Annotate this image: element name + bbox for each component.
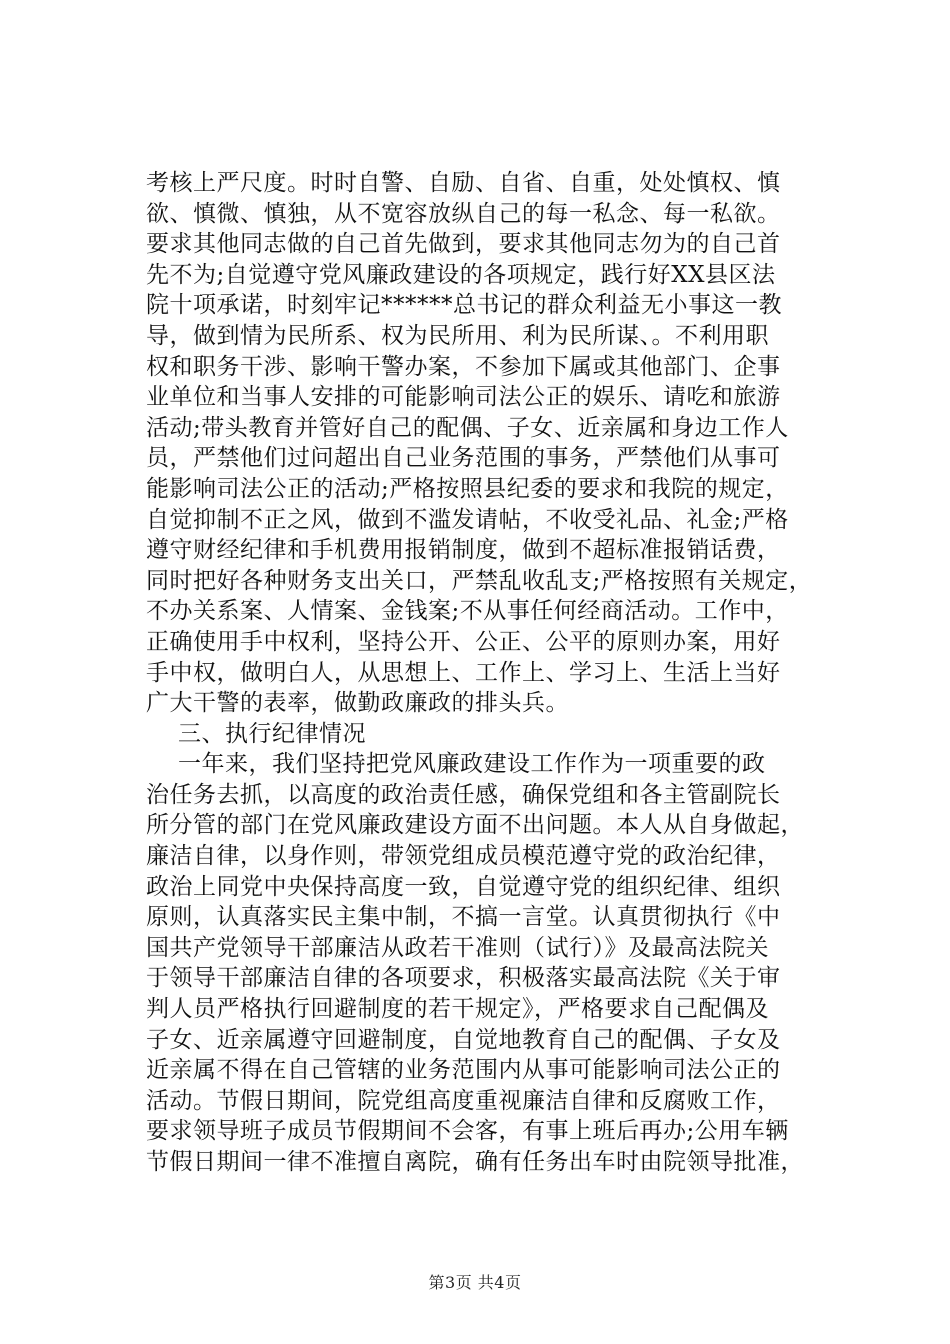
text-line: 于领导干部廉洁自律的各项要求，积极落实最高法院《关于审: [146, 965, 781, 992]
text-line: 能影响司法公正的活动;严格按照县纪委的要求和我院的规定，: [146, 475, 789, 502]
text-line: 先不为;自觉遵守党风廉政建设的各项规定，践行好XX县区法: [146, 261, 776, 288]
text-line: 判人员严格执行回避制度的若干规定》，严格要求自己配偶及: [146, 996, 769, 1023]
text-line: 正确使用手中权利，坚持公开、公正、公平的原则办案，用好: [146, 628, 781, 655]
text-line: 所分管的部门在党风廉政建设方面不出问题。本人从自身做起，: [146, 812, 804, 839]
text-line: 同时把好各种财务支出关口，严禁乱收乱支;严格按照有关规定，: [146, 567, 813, 594]
text-line: 员，严禁他们过问超出自己业务范围的事务，严禁他们从事可: [146, 445, 781, 472]
text-line: 政治上同党中央保持高度一致，自觉遵守党的组织纪律、组织: [146, 873, 781, 900]
text-line: 国共产党领导干部廉洁从政若干准则（试行）》及最高法院关: [146, 934, 769, 961]
document-body: [146, 168, 832, 1178]
text-line: 近亲属不得在自己管辖的业务范围内从事可能影响司法公正的: [146, 1057, 781, 1084]
text-line: 广大干警的表率，做勤政廉政的排头兵。: [146, 690, 569, 717]
text-line: 导，做到情为民所系、权为民所用、利为民所谋、。不利用职: [146, 322, 769, 349]
text-line: 不办关系案、人情案、金钱案;不从事任何经商活动。工作中，: [146, 598, 789, 625]
paragraph-first-line: 一年来，我们坚持把党风廉政建设工作作为一项重要的政: [178, 751, 766, 778]
text-line: 考核上严尺度。时时自警、自励、自省、自重，处处慎权、慎: [146, 170, 781, 196]
text-line: 子女、近亲属遵守回避制度，自觉地教育自己的配偶、子女及: [146, 1026, 781, 1053]
text-line: 自觉抑制不正之风，做到不滥发请帖，不收受礼品、礼金;严格: [146, 506, 789, 533]
text-line: 活动;带头教育并管好自己的配偶、子女、近亲属和身边工作人: [146, 414, 789, 441]
section-heading: 三、执行纪律情况: [178, 720, 366, 747]
page-number-footer: 第3页 共4页: [428, 1273, 522, 1292]
text-line: 欲、慎微、慎独，从不宽容放纵自己的每一私念、每一私欲。: [146, 200, 781, 227]
text-line: 业单位和当事人安排的可能影响司法公正的娱乐、请吃和旅游: [146, 384, 781, 411]
text-line: 原则，认真落实民主集中制，不搞一言堂。认真贯彻执行《中: [146, 904, 781, 931]
text-line: 院十项承诺，时刻牢记******总书记的群众利益无小事这一教: [146, 292, 782, 319]
text-line: 手中权，做明白人，从思想上、工作上、学习上、生活上当好: [146, 659, 781, 686]
text-line: 廉洁自律，以身作则，带领党组成员模范遵守党的政治纪律，: [146, 843, 781, 870]
text-line: 权和职务干涉、影响干警办案，不参加下属或其他部门、企事: [146, 353, 781, 380]
text-line: 遵守财经纪律和手机费用报销制度，做到不超标准报销话费，: [146, 537, 781, 564]
text-line: 要求领导班子成员节假期间不会客，有事上班后再办;公用车辆: [146, 1118, 789, 1145]
text-line: 节假日期间一律不准擅自离院，确有任务出车时由院领导批准，: [146, 1149, 804, 1175]
text-line: 要求其他同志做的自己首先做到，要求其他同志勿为的自己首: [146, 231, 781, 258]
text-line: 治任务去抓，以高度的政治责任感，确保党组和各主管副院长: [146, 781, 781, 808]
text-line: 活动。节假日期间，院党组高度重视廉洁自律和反腐败工作，: [146, 1087, 781, 1114]
